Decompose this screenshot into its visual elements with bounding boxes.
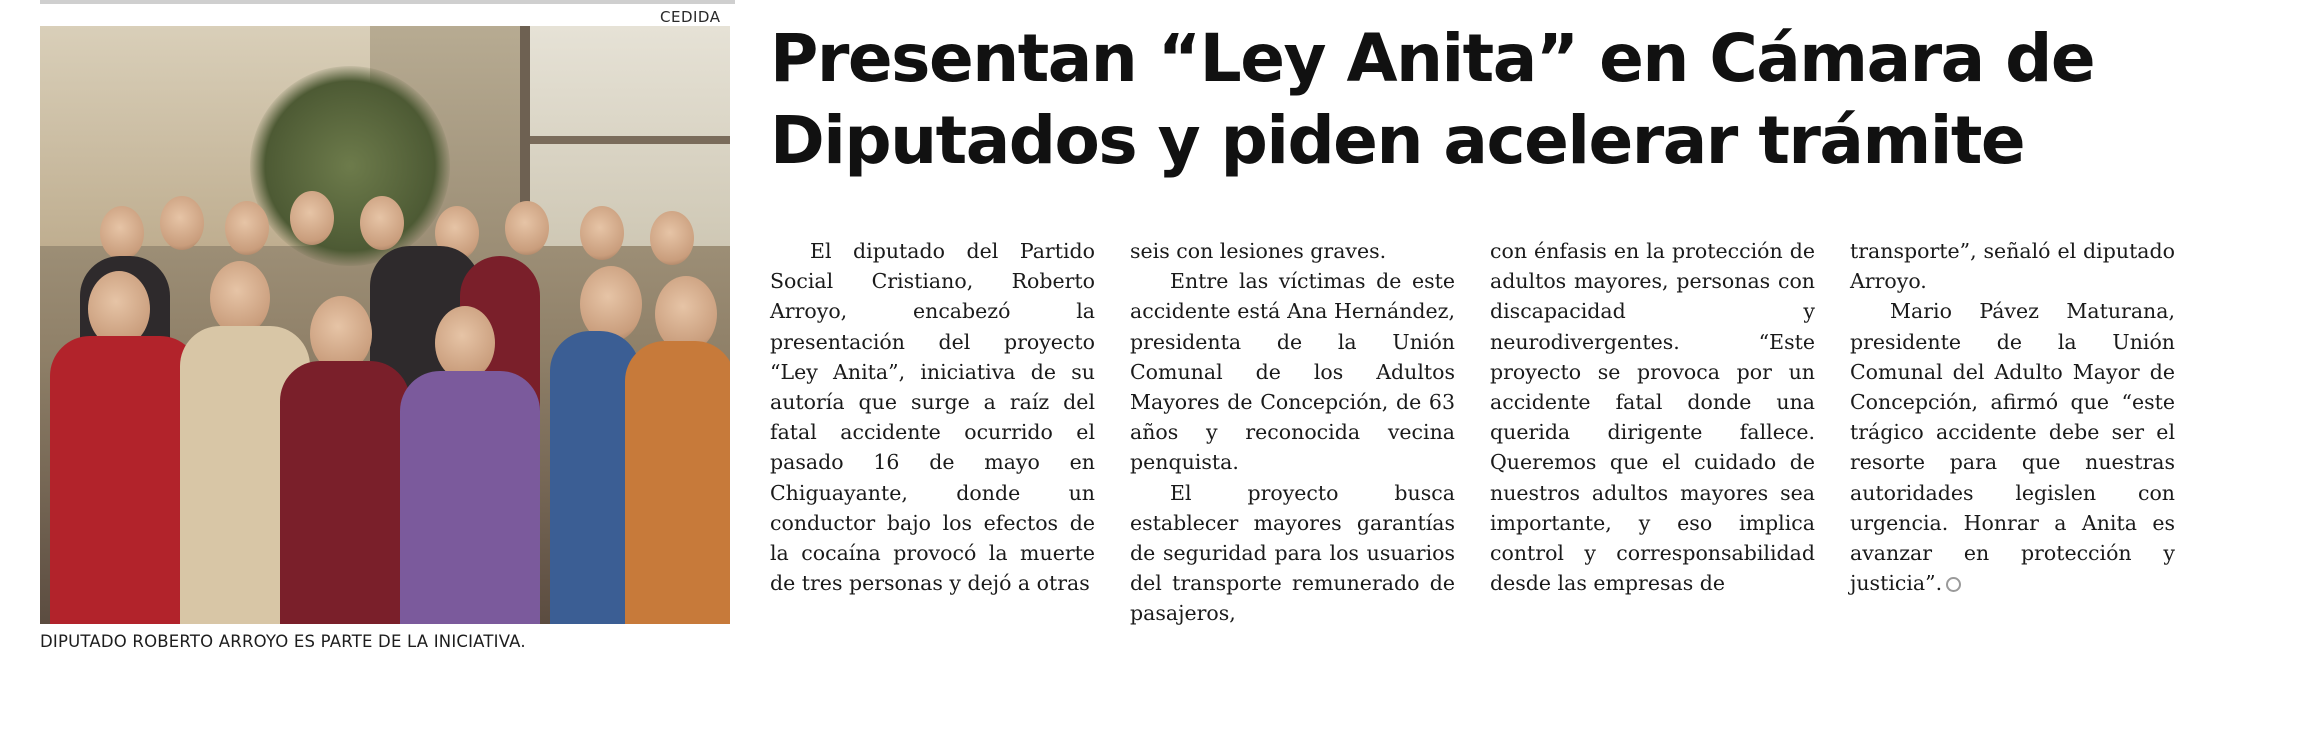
article-paragraph-text: Mario Pávez Maturana, presidente de la Unión Comunal del Adulto Mayor de Concepción, afirmó que “este trágico accidente debe ser el resorte para que nuestras autoridades legislen con urgencia. Honrar a Anita es avanzar en protección y justicia”. xyxy=(1850,299,2175,596)
article-column-2 xyxy=(1130,236,1455,629)
photo-person-head xyxy=(160,196,204,250)
group-photo xyxy=(40,26,730,624)
photo-person-head xyxy=(435,306,495,380)
photo-credit: CEDIDA xyxy=(660,8,721,26)
top-rule xyxy=(40,0,735,4)
article-paragraph: Entre las víctimas de este accidente está Ana Hernández, presidenta de la Unión Comunal de los Adultos Mayores de Concepción, de 63 años y reconocida vecina penquista. xyxy=(1130,269,1455,475)
photo-window-bar xyxy=(530,136,730,144)
photo-person-head xyxy=(360,196,404,250)
photo-caption: DIPUTADO ROBERTO ARROYO ES PARTE DE LA INICIATIVA. xyxy=(40,632,526,651)
photo-person-body xyxy=(625,341,730,624)
photo-person-head xyxy=(650,211,694,265)
photo-plant xyxy=(250,66,450,266)
photo-person-head xyxy=(580,206,624,260)
photo-person-head xyxy=(290,191,334,245)
article-paragraph: con énfasis en la protección de adultos mayores, personas con discapacidad y neurodivergentes. “Este proyecto se provoca por un accidente fatal donde una querida dirigente fallece. Queremos que el cuidado de nuestros adultos mayores sea importante, y eso implica control y corresponsabilidad desde las empresas de xyxy=(1490,239,1815,596)
article-paragraph-final xyxy=(1850,296,2175,598)
photo-person-head xyxy=(210,261,270,335)
article-column-1 xyxy=(770,236,1095,598)
photo-person-head xyxy=(225,201,269,255)
photo-person-body xyxy=(400,371,540,624)
article-paragraph: transporte”, señaló el diputado Arroyo. xyxy=(1850,239,2175,294)
photo-person-head xyxy=(100,206,144,260)
article-column-4 xyxy=(1850,236,2175,598)
end-of-article-icon xyxy=(1946,577,1961,592)
article-paragraph: El proyecto busca establecer mayores garantías de seguridad para los usuarios del transporte remunerado de pasajeros, xyxy=(1130,480,1455,626)
article-headline xyxy=(770,18,2250,182)
photo-person-body xyxy=(50,336,200,624)
photo-person-body xyxy=(280,361,410,624)
article-paragraph: El diputado del Partido Social Cristiano, Roberto Arroyo, encabezó la presentación del proyecto “Ley Anita”, iniciativa de su autoría que surge a raíz del fatal accidente ocurrido el pasado 16 de mayo en Chiguayante, donde un conductor bajo los efectos de la cocaína provocó la muerte de tres personas y dejó a otras xyxy=(770,239,1095,596)
photo-person-head xyxy=(505,201,549,255)
headline-line-1: Presentan “Ley Anita” en Cámara de xyxy=(770,20,2095,97)
article-column-3 xyxy=(1490,236,1815,598)
headline-line-2: Diputados y piden acelerar trámite xyxy=(770,102,2025,179)
article-paragraph: seis con lesiones graves. xyxy=(1130,239,1387,263)
